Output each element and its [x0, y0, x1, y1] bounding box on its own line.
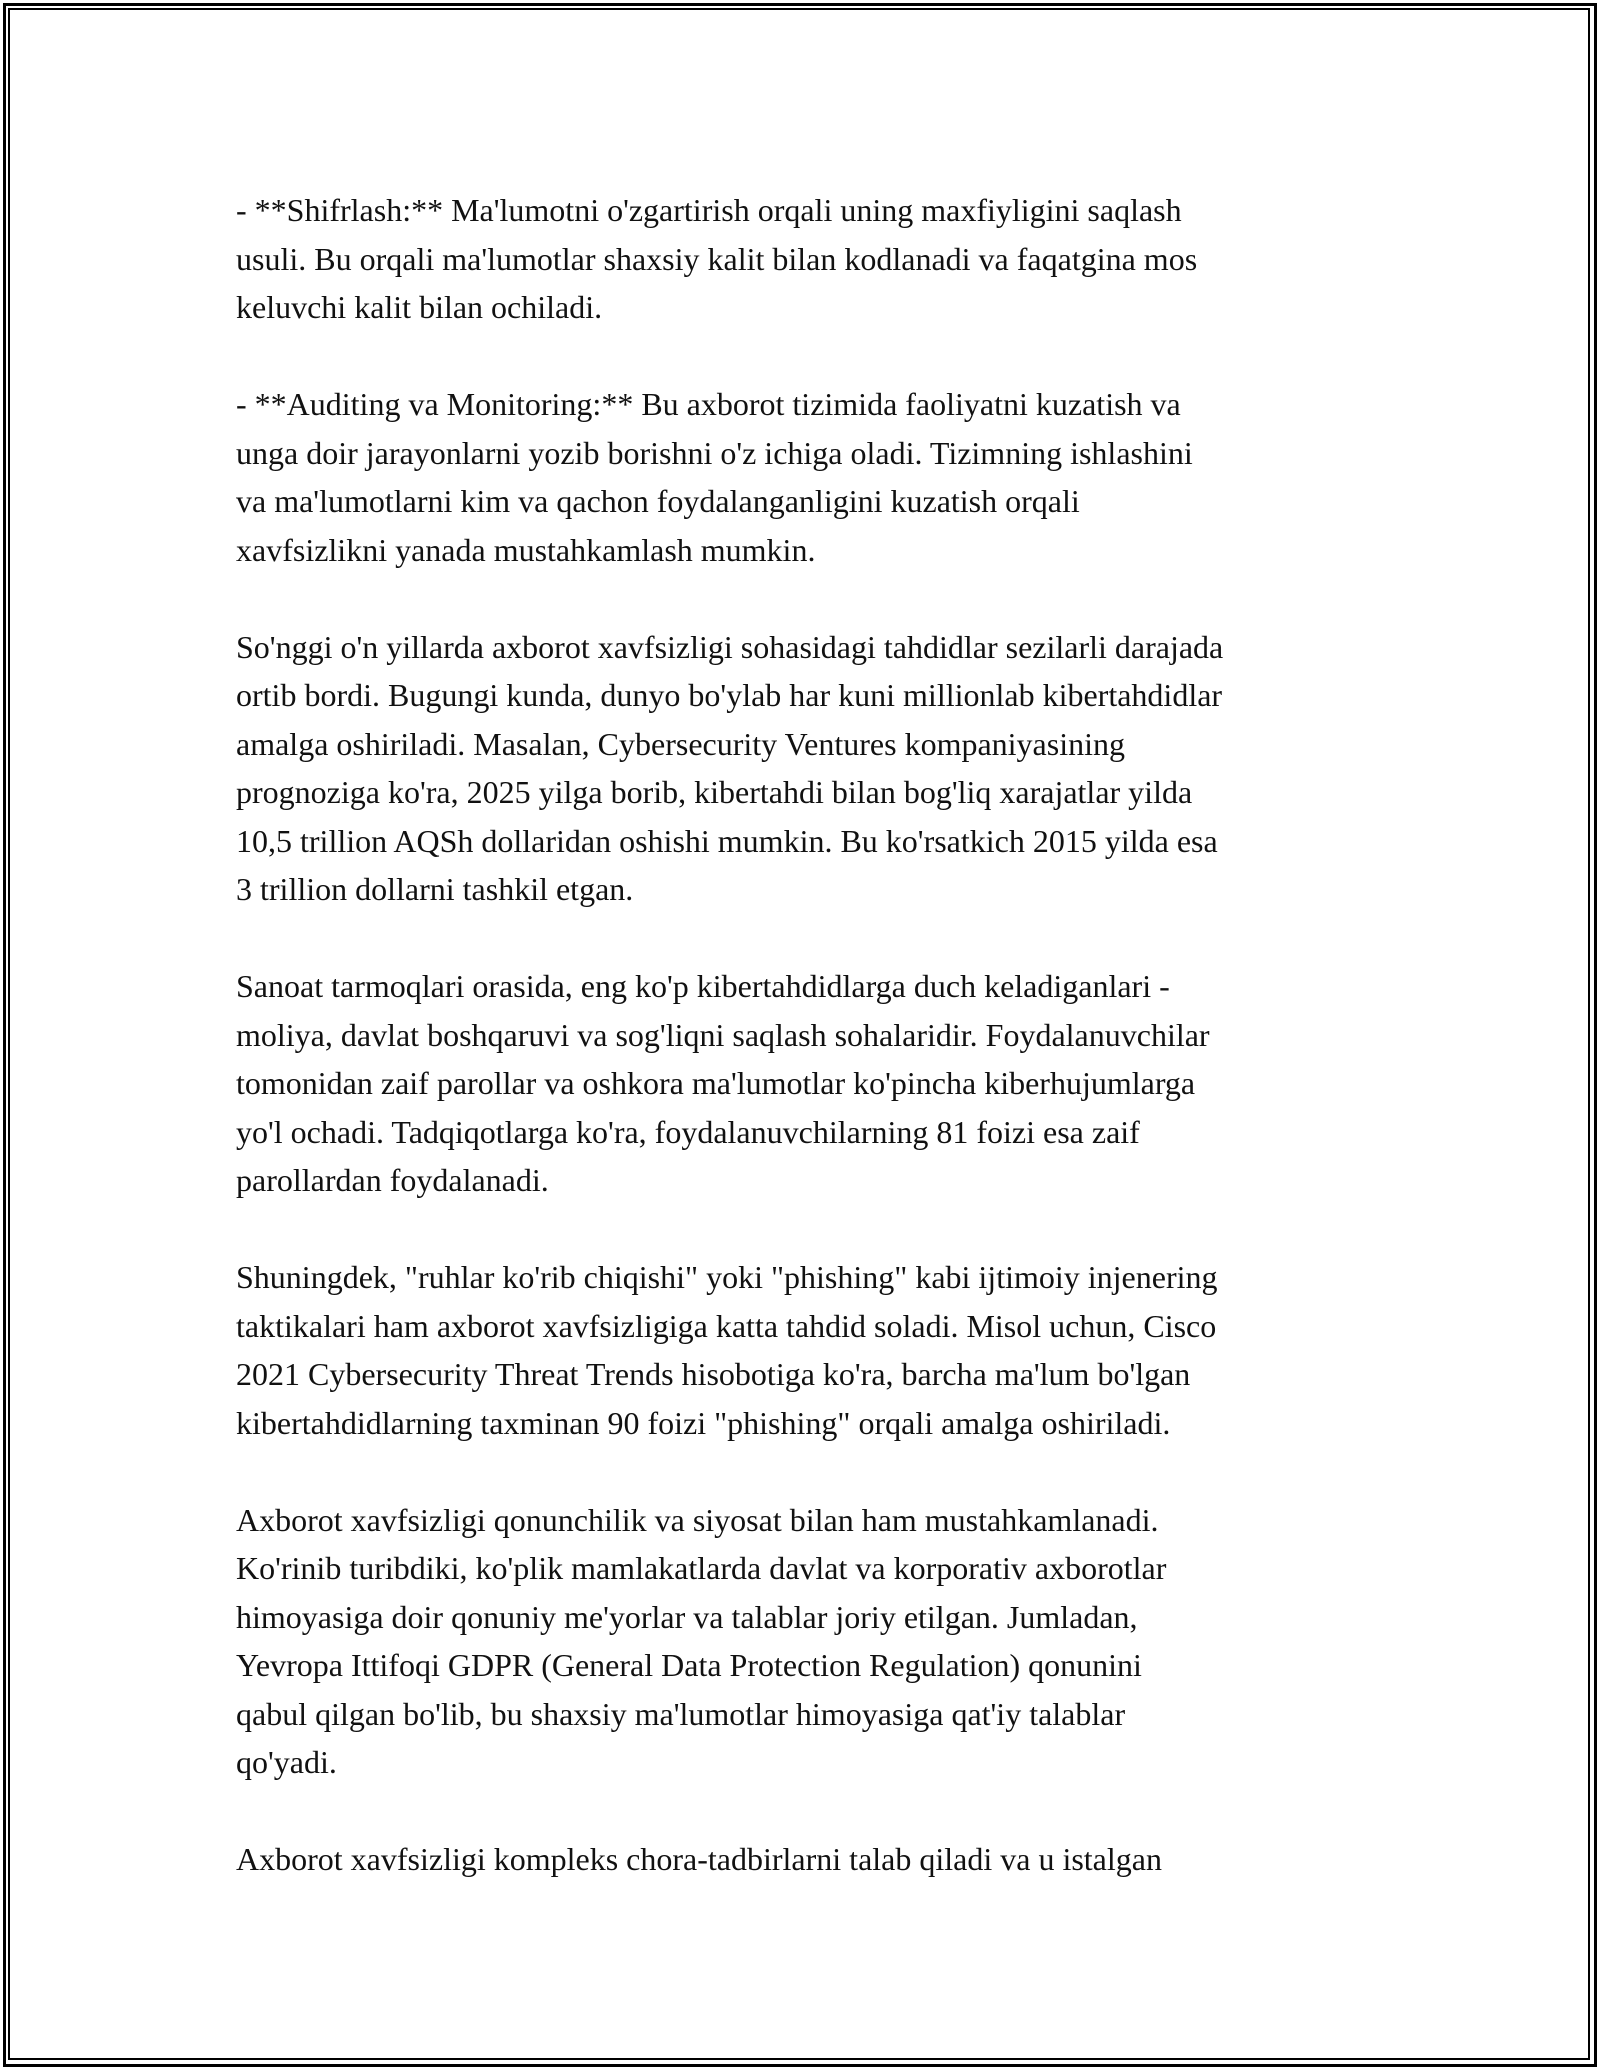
- paragraph-phishing: Shuningdek, "ruhlar ko'rib chiqishi" yoki "phishing" kabi ijtimoiy injenering taktikalari ham axborot xavfsizligiga katta tahdid soladi. Misol uchun, Cisco 2021 Cybersecurity Threat Trends hisobotiga ko'ra, barcha ma'lum bo'lgan kibertahdidlarning taxminan 90 foizi "phishing" orqali amalga oshiriladi.: [236, 1259, 1218, 1441]
- paragraph-legislation: Axborot xavfsizligi qonunchilik va siyosat bilan ham mustahkamlanadi. Ko'rinib turibdiki, ko'plik mamlakatlarda davlat va korporativ axborotlar himoyasiga doir qonuniy me'yorlar va talablar joriy etilgan. Jumladan, Yevropa Ittifoqi GDPR (General Data Protection Regulation) qonunini qabul qilgan bo'lib, bu shaxsiy ma'lumotlar himoyasiga qat'iy talablar qo'yadi.: [236, 1501, 1167, 1780]
- paragraph-complex-measures: Axborot xavfsizligi kompleks chora-tadbirlarni talab qiladi va u istalgan: [236, 1841, 1162, 1877]
- paragraph-threat-growth: So'nggi o'n yillarda axborot xavfsizligi sohasidagi tahdidlar sezilarli darajada ortib bordi. Bugungi kunda, dunyo bo'ylab har kuni millionlab kibertahdidlar amalga oshiriladi. Masalan, Cybersecurity Ventures kompaniyasining prognoziga ko'ra, 2025 yilga borib, kibertahdi bilan bog'liq xarajatlar yilda 10,5 trillion AQSh dollaridan oshishi mumkin. Bu ko'rsatkich 2015 yilda esa 3 trillion dollarni tashkil etgan.: [236, 628, 1224, 907]
- paragraph-auditing-monitoring: - **Auditing va Monitoring:** Bu axborot tizimida faoliyatni kuzatish va unga doir jarayonlarni yozib borishni o'z ichiga oladi. Tizimning ishlashini va ma'lumotlarni kim va qachon foydalanganligini kuzatish orqali xavfsizlikni yanada mustahkamlash mumkin.: [236, 386, 1193, 568]
- paragraph-industry-targets: Sanoat tarmoqlari orasida, eng ko'p kibertahdidlarga duch keladiganlari - moliya, davlat boshqaruvi va sog'liqni saqlash sohalaridir. Foydalanuvchilar tomonidan zaif parollar va oshkora ma'lumotlar ko'pincha kiberhujumlarga yo'l ochadi. Tadqiqotlarga ko'ra, foydalanuvchilarning 81 foizi esa zaif parollardan foydalanadi.: [236, 968, 1210, 1198]
- document-body: [236, 186, 1386, 1932]
- paragraph-shifrlash: - **Shifrlash:** Ma'lumotni o'zgartirish orqali uning maxfiyligini saqlash usuli. Bu orqali ma'lumotlar shaxsiy kalit bilan kodlanadi va faqatgina mos keluvchi kalit bilan ochiladi.: [236, 192, 1198, 325]
